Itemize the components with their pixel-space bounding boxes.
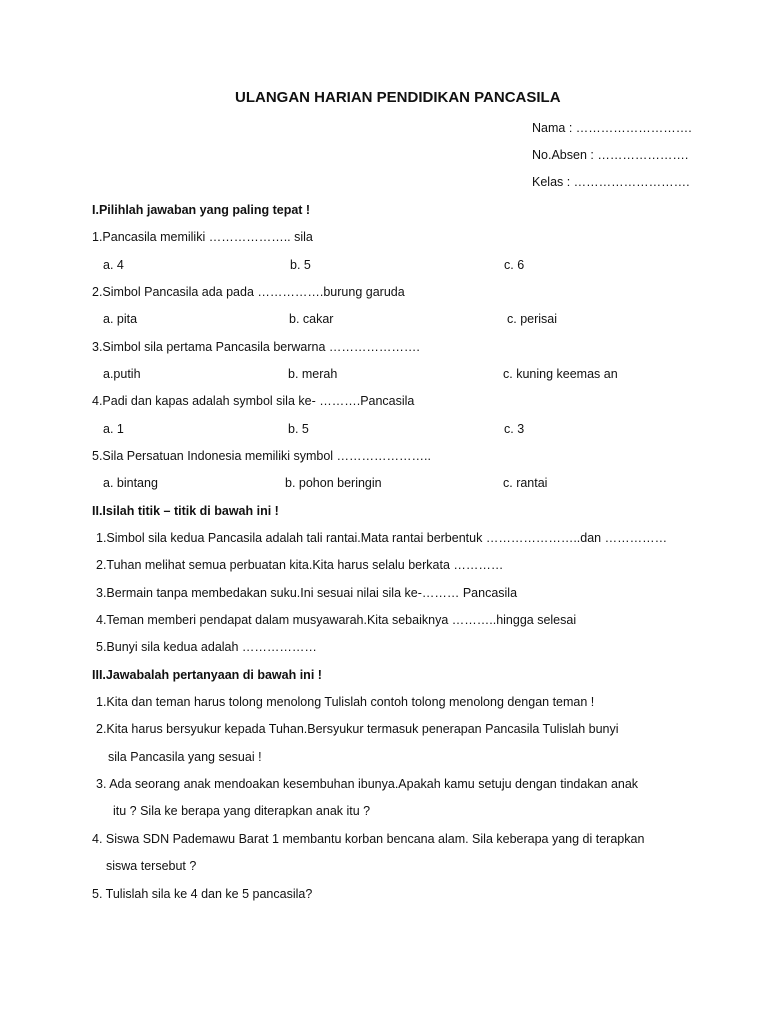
page-title: ULANGAN HARIAN PENDIDIKAN PANCASILA [235,89,561,106]
fill-item-3: 3.Bermain tanpa membedakan suku.Ini sesuai nilai sila ke-……… Pancasila [96,586,518,600]
name-field: Nama : ………………………. [532,121,692,135]
fill-item-4: 4.Teman memberi pendapat dalam musyawarah.Kita sebaiknya ………..hingga selesai [96,613,577,627]
question-1: 1.Pancasila memiliki ……………….. sila [92,230,313,244]
question-5-option-a: a. bintang [103,476,158,490]
question-5-option-c: c. rantai [503,476,548,490]
question-3-option-a: a.putih [103,367,141,381]
question-2-option-b: b. cakar [289,312,334,326]
section2-heading: II.Isilah titik – titik di bawah ini ! [92,504,279,518]
essay-line-4: 3. Ada seorang anak mendoakan kesembuhan ibunya.Apakah kamu setuju dengan tindakan anak [96,777,639,791]
essay-line-6: 4. Siswa SDN Pademawu Barat 1 membantu korban bencana alam. Sila keberapa yang di terapkan [92,832,645,846]
section3-heading: III.Jawabalah pertanyaan di bawah ini ! [92,668,322,682]
question-2-option-c: c. perisai [507,312,558,326]
question-4-option-a: a. 1 [103,422,124,436]
question-4-option-b: b. 5 [288,422,309,436]
question-3: 3.Simbol sila pertama Pancasila berwarna …………………. [92,340,420,354]
essay-line-8: 5. Tulislah sila ke 4 dan ke 5 pancasila? [92,887,313,901]
essay-line-7: siswa tersebut ? [106,859,197,873]
absen-field: No.Absen : …………………. [532,148,689,162]
question-3-option-c: c. kuning keemas an [503,367,618,381]
question-2: 2.Simbol Pancasila ada pada …………….burung garuda [92,285,405,299]
fill-item-1: 1.Simbol sila kedua Pancasila adalah tali rantai.Mata rantai berbentuk …………………..dan …………… [96,531,668,545]
question-4: 4.Padi dan kapas adalah symbol sila ke- ……….Pancasila [92,394,415,408]
question-3-option-b: b. merah [288,367,338,381]
question-1-option-a: a. 4 [103,258,124,272]
question-4-option-c: c. 3 [504,422,525,436]
essay-line-5: itu ? Sila ke berapa yang diterapkan anak itu ? [113,804,371,818]
essay-line-2: 2.Kita harus bersyukur kepada Tuhan.Bersyukur termasuk penerapan Pancasila Tulislah bunyi [96,722,619,736]
class-field: Kelas : ………………………. [532,175,690,189]
question-1-option-c: c. 6 [504,258,525,272]
essay-line-1: 1.Kita dan teman harus tolong menolong Tulislah contoh tolong menolong dengan teman ! [96,695,595,709]
essay-line-3: sila Pancasila yang sesuai ! [108,750,262,764]
fill-item-2: 2.Tuhan melihat semua perbuatan kita.Kita harus selalu berkata ………… [96,558,504,572]
section1-heading: I.Pilihlah jawaban yang paling tepat ! [92,203,311,217]
question-5: 5.Sila Persatuan Indonesia memiliki symbol ………………….. [92,449,432,463]
question-2-option-a: a. pita [103,312,138,326]
fill-item-5: 5.Bunyi sila kedua adalah ……………… [96,640,317,654]
question-1-option-b: b. 5 [290,258,311,272]
question-5-option-b: b. pohon beringin [285,476,382,490]
